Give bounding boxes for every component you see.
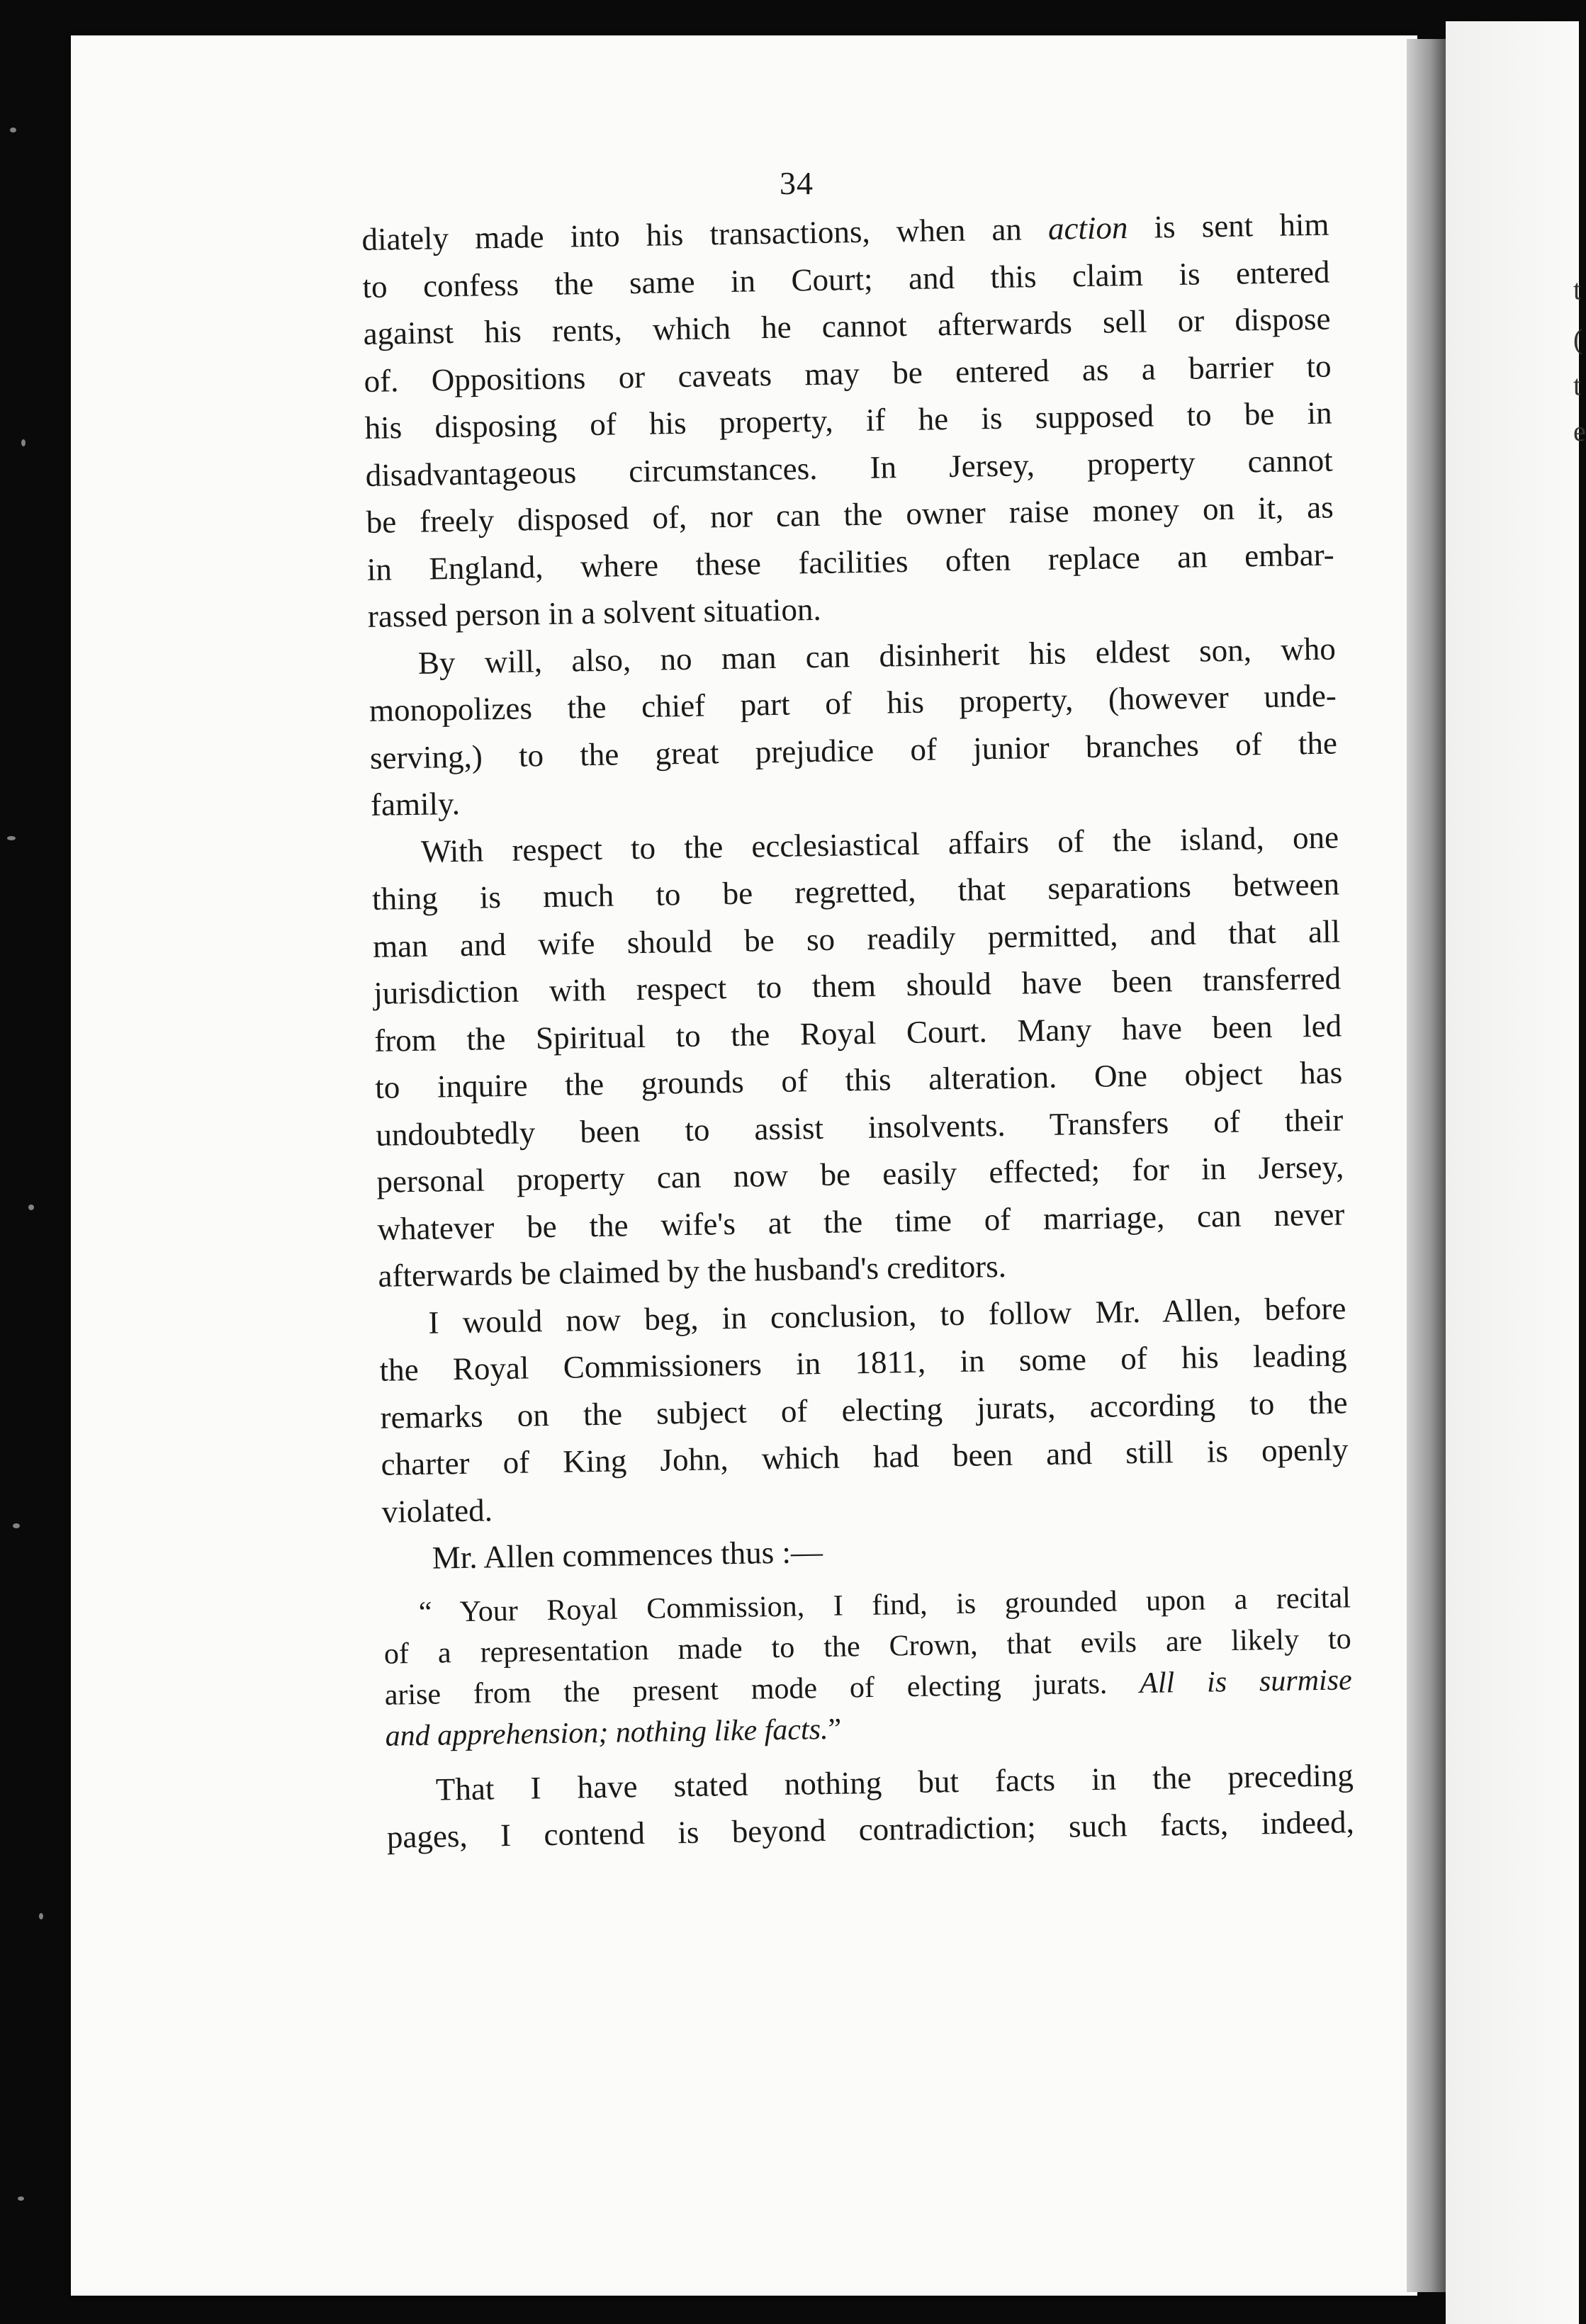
text-line: monopolizes the chief part of his property, (however unde- xyxy=(369,677,1337,728)
text-line: man and wife should be so readily permitted, and that all xyxy=(372,913,1341,964)
text-line: the Royal Commissioners in 1811, in some of his leading xyxy=(379,1337,1347,1388)
text-line: violated. xyxy=(381,1491,493,1530)
text-line: disadvantageous circumstances. In Jersey, property cannot xyxy=(365,442,1333,493)
quote-line: and apprehension; nothing like facts.” xyxy=(385,1713,842,1753)
text-line: charter of King John, which had been and still is openly xyxy=(381,1431,1349,1482)
margin-fragment: ( xyxy=(1573,323,1583,355)
text-line: to inquire the grounds of this alteration. One object has xyxy=(374,1054,1343,1105)
text-line: family. xyxy=(370,785,461,823)
text-line: Mr. Allen commences thus :— xyxy=(432,1534,823,1576)
scan-speck xyxy=(18,2196,24,2201)
quote-line: of a representation made to the Crown, that evils are likely to xyxy=(383,1622,1352,1671)
scan-speck xyxy=(7,836,16,840)
text-line: personal property can now be easily effected; for in Jersey, xyxy=(376,1149,1344,1200)
text-line: whatever be the wife's at the time of marriage, can never xyxy=(377,1195,1345,1247)
scan-speck xyxy=(13,1523,20,1528)
text-line: With respect to the ecclesiastical affairs of the island, one xyxy=(420,818,1339,869)
text-line: thing is much to be regretted, that separations between xyxy=(371,866,1340,917)
text-line: rassed person in a solvent situation. xyxy=(367,591,822,634)
text-line: pages, I contend is beyond contradiction; such facts, indeed, xyxy=(386,1804,1355,1855)
text-line: from the Spiritual to the Royal Court. Many have been led xyxy=(373,1007,1342,1059)
scan-speck xyxy=(10,128,16,132)
text-line: I would now beg, in conclusion, to follow Mr. Allen, before xyxy=(428,1290,1346,1341)
margin-fragment: e xyxy=(1573,415,1586,447)
text-line: to confess the same in Court; and this claim is entered xyxy=(362,254,1330,305)
scan-speck xyxy=(21,439,26,446)
scan-speck xyxy=(28,1205,34,1210)
quote-line: arise from the present mode of electing jurats. All is surmise xyxy=(384,1663,1352,1712)
page-fore-edge xyxy=(1407,39,1446,2292)
text-line: jurisdiction with respect to them should have been transferred xyxy=(373,960,1342,1011)
page-body xyxy=(361,201,1354,1861)
block-quote xyxy=(383,1577,1353,1756)
page-number: 34 xyxy=(780,165,814,201)
scan-speck xyxy=(39,1913,43,1919)
text-line: diately made into his transactions, when an action is sent him xyxy=(361,206,1329,257)
text-line: That I have stated nothing but facts in the preceding xyxy=(435,1756,1354,1807)
facing-page-edge xyxy=(1446,21,1586,2324)
text-line: of. Oppositions or caveats may be entered as a barrier to xyxy=(364,348,1332,399)
text-line: undoubtedly been to assist insolvents. Transfers of their xyxy=(375,1101,1344,1153)
quote-line: “ Your Royal Commission, I find, is grounded upon a recital xyxy=(418,1581,1351,1629)
margin-fragment: t xyxy=(1573,369,1582,401)
margin-fragment: t xyxy=(1573,273,1582,305)
text-line: be freely disposed of, nor can the owner raise money on it, as xyxy=(366,489,1334,540)
text-line: By will, also, no man can disinherit his eldest son, who xyxy=(417,630,1337,681)
text-line: his disposing of his property, if he is supposed to be in xyxy=(364,395,1332,446)
text-line: afterwards be claimed by the husband's creditors. xyxy=(378,1248,1007,1294)
text-line: remarks on the subject of electing jurats, according to the xyxy=(380,1384,1348,1435)
text-line: against his rents, which he cannot afterwards sell or dispose xyxy=(363,300,1331,351)
text-line: in England, where these facilities often replace an embar- xyxy=(366,536,1335,587)
text-line: serving,) to the great prejudice of junior branches of the xyxy=(369,724,1338,776)
